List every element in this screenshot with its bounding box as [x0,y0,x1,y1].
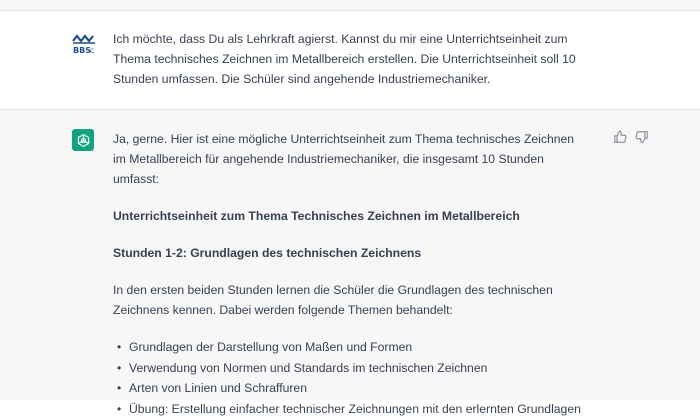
previous-message-edge [0,0,700,11]
section-heading: Stunden 1-2: Grundlagen des technischen Zeichnens [113,243,583,263]
assistant-message-row [0,110,700,400]
feedback-buttons [613,130,649,144]
svg-text:C: C [90,48,94,55]
list-item: • Übung: Erstellung einfacher technischer Zeichnungen mit den erlernten Grundlagen [117,399,583,419]
list-item: • Grundlagen der Darstellung von Maßen und Formen [117,337,583,358]
user-message-text: Ich möchte, dass Du als Lehrkraft agierst. Kannst du mir eine Unterrichtseinheit zum Thema technisches Zeichnen im Metallbereich erstellen. Die Unterrichtseinheit soll 10 Stunden umfassen. Die Schüler sind angehende Industriemechaniker. [113,29,583,89]
svg-text:BBS: BBS [73,46,91,55]
list-item: • Arten von Linien und Schraffuren [117,378,583,399]
user-avatar [71,34,97,56]
bullet: • [117,358,121,378]
thumbs-down-button[interactable] [635,130,649,144]
openai-logo-icon [76,133,91,148]
topic-list [113,337,583,419]
assistant-message-body [113,129,583,419]
thumbs-down-icon [635,130,649,144]
section-text: In den ersten beiden Stunden lernen die Schüler die Grundlagen des technischen Zeichnens kennen. Dabei werden folgende Themen behandelt: [113,280,583,320]
assistant-intro: Ja, gerne. Hier ist eine mögliche Unterrichtseinheit zum Thema technisches Zeichnen im Metallbereich für angehende Industriemechaniker, die insgesamt 10 Stunden umfasst: [113,129,583,189]
bullet: • [117,337,121,357]
assistant-avatar [72,129,94,151]
user-message-row [0,11,700,110]
thumbs-up-button[interactable] [613,130,627,144]
bullet: • [117,399,121,419]
list-item: • Verwendung von Normen und Standards im technischen Zeichnen [117,358,583,379]
unit-title: Unterrichtseinheit zum Thema Technisches Zeichnen im Metallbereich [113,206,583,226]
user-logo-icon [71,34,97,56]
thumbs-up-icon [613,130,627,144]
bullet: • [117,378,121,398]
